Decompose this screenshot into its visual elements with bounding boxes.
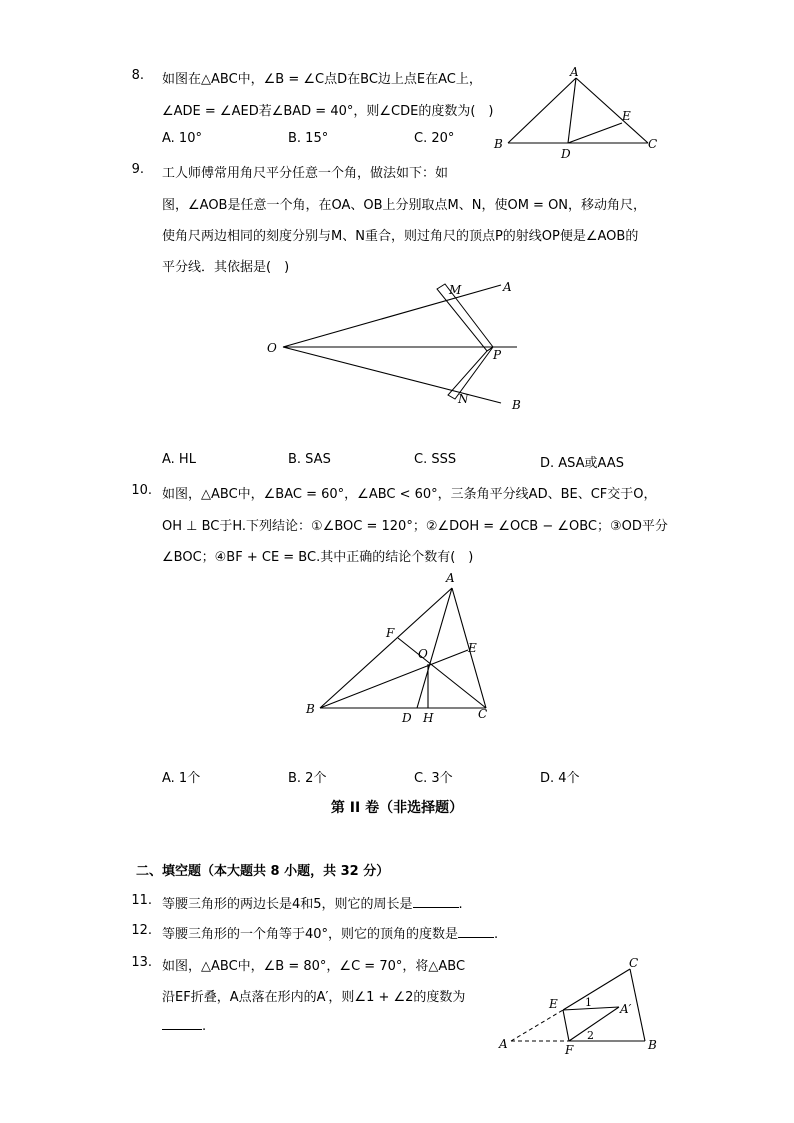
vertex-label-a: A [446, 571, 455, 585]
question-8-line-2: ∠ADE = ∠AED若∠BAD = 40°，则∠CDE的度数为( ) [162, 104, 494, 119]
point-label-m: M [449, 283, 462, 297]
point-label-o: O [267, 341, 277, 355]
point-label-d: D [402, 711, 412, 725]
question-9-line-3: 使角尺两边相同的刻度分别与M、N重合，则过角尺的顶点P的射线OP便是∠AOB的 [162, 229, 639, 244]
question-number: 8. [131, 68, 144, 83]
vertex-label-a: A [570, 65, 579, 79]
option-c: C. 20° [414, 131, 455, 146]
vertex-label-d: D [561, 147, 571, 161]
point-label-p: P [493, 348, 502, 362]
question-9-line-1: 工人师傅常用角尺平分任意一个角，做法如下：如 [162, 166, 449, 181]
angle-label-2: 2 [587, 1029, 594, 1042]
answer-blank[interactable] [413, 895, 459, 908]
point-label-a-prime: A′ [620, 1002, 632, 1016]
question-8-line-1: 如图在△ABC中，∠B = ∠C点D在BC边上点E在AC上， [162, 72, 482, 87]
question-10-line-1: 如图，△ABC中，∠BAC = 60°，∠ABC < 60°，三条角平分线AD、BE、CF交于O， [162, 487, 657, 502]
question-10-line-2: OH ⊥ BC于H.下列结论：①∠BOC = 120°；②∠DOH = ∠OCB − ∠OBC；③OD平分 [162, 519, 668, 534]
option-b: B. 15° [288, 131, 329, 146]
question-13-line-3 [162, 1017, 206, 1034]
answer-blank[interactable] [458, 925, 494, 938]
question-9-figure [265, 275, 535, 415]
option-d: D. ASA或AAS [540, 456, 624, 471]
question-number: 10. [131, 483, 152, 498]
question-13-line-2: 沿EF折叠，A点落在形内的A′，则∠1 + ∠2的度数为 [162, 990, 466, 1005]
point-label-e: E [468, 641, 477, 655]
question-number: 13. [131, 955, 152, 970]
question-12 [162, 923, 498, 942]
point-label-n: N [458, 392, 469, 406]
vertex-label-b: B [648, 1038, 657, 1052]
vertex-label-c: C [629, 956, 639, 970]
question-11-end: . [458, 897, 463, 912]
point-label-a: A [503, 280, 512, 294]
point-label-f: F [386, 626, 395, 640]
vertex-label-b: B [494, 137, 503, 151]
option-a: A. 10° [162, 131, 202, 146]
point-label-h: H [423, 711, 434, 725]
angle-label-1: 1 [585, 996, 592, 1009]
answer-blank[interactable] [162, 1017, 202, 1030]
question-13-line-1: 如图，△ABC中，∠B = 80°，∠C = 70°，将△ABC [162, 959, 466, 974]
question-10-line-3: ∠BOC；④BF + CE = BC.其中正确的结论个数有( ) [162, 550, 474, 565]
part-title: 第 II 卷（非选择题） [330, 800, 464, 816]
question-9-line-2: 图，∠AOB是任意一个角，在OA、OB上分别取点M、N，使OM = ON，移动角尺， [162, 198, 647, 213]
question-12-text: 等腰三角形的一个角等于40°，则它的顶角的度数是 [162, 927, 459, 942]
question-12-end: . [494, 927, 499, 942]
question-10-figure [300, 568, 500, 728]
question-11-text: 等腰三角形的两边长是4和5，则它的周长是 [162, 897, 413, 912]
option-c: C. 3个 [414, 771, 453, 786]
option-b: B. 2个 [288, 771, 327, 786]
vertex-label-c: C [478, 707, 488, 721]
point-label-e: E [549, 997, 558, 1011]
option-c: C. SSS [414, 452, 457, 467]
vertex-label-a: A [499, 1037, 508, 1051]
option-b: B. SAS [288, 452, 331, 467]
point-label-f: F [565, 1043, 574, 1057]
vertex-label-e: E [622, 109, 631, 123]
point-label-b: B [512, 398, 521, 412]
question-number: 9. [131, 162, 144, 177]
option-d: D. 4个 [540, 771, 580, 786]
point-label-o: O [418, 647, 428, 661]
option-a: A. HL [162, 452, 196, 467]
question-8-figure [490, 66, 670, 166]
section-title: 二、填空题（本大题共 8 小题，共 32 分） [136, 864, 390, 879]
option-a: A. 1个 [162, 771, 201, 786]
question-number: 12. [131, 923, 152, 938]
question-9-line-4: 平分线．其依据是( ) [162, 260, 290, 275]
question-number: 11. [131, 893, 152, 908]
vertex-label-c: C [648, 137, 658, 151]
question-13-end: . [202, 1019, 207, 1034]
vertex-label-b: B [306, 702, 315, 716]
question-11 [162, 893, 463, 912]
question-13-figure [495, 955, 675, 1060]
